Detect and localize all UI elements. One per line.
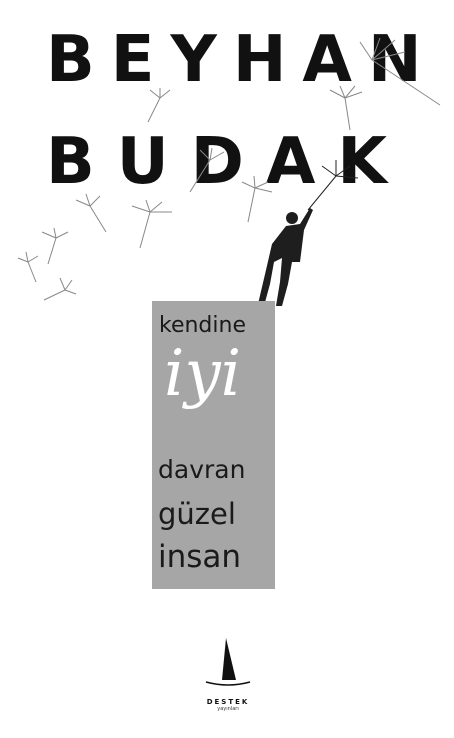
title-word-kendine: kendine xyxy=(159,313,246,338)
dandelion-seed-icon xyxy=(42,228,68,264)
title-word-davran: davran xyxy=(158,455,246,484)
dandelion-seed-icon xyxy=(330,86,362,130)
dandelion-seed-icon xyxy=(242,176,272,222)
publisher-logo xyxy=(200,636,256,712)
dandelion-stem-icon xyxy=(308,160,358,210)
dandelion-seed-icon xyxy=(18,252,38,282)
man-silhouette-icon xyxy=(258,208,313,306)
dandelion-seed-icon xyxy=(76,194,106,232)
dandelion-seed-icon xyxy=(44,278,76,300)
publisher-subtitle: yayınları xyxy=(217,706,239,712)
author-last-name: BUDAK xyxy=(46,125,409,199)
title-word-insan: insan xyxy=(158,539,242,575)
dandelion-seed-icon xyxy=(360,38,440,105)
title-word-iyi: iyi xyxy=(164,337,242,411)
dandelion-seed-icon xyxy=(148,88,170,122)
title-panel xyxy=(152,301,275,589)
dandelion-seed-icon xyxy=(132,200,172,248)
dandelion-seed-icon xyxy=(190,148,224,192)
sailboat-icon xyxy=(200,636,256,692)
title-word-guzel: güzel xyxy=(158,497,236,531)
publisher-name: DESTEK xyxy=(206,698,250,706)
author-first-name: BEYHAN xyxy=(46,23,438,97)
